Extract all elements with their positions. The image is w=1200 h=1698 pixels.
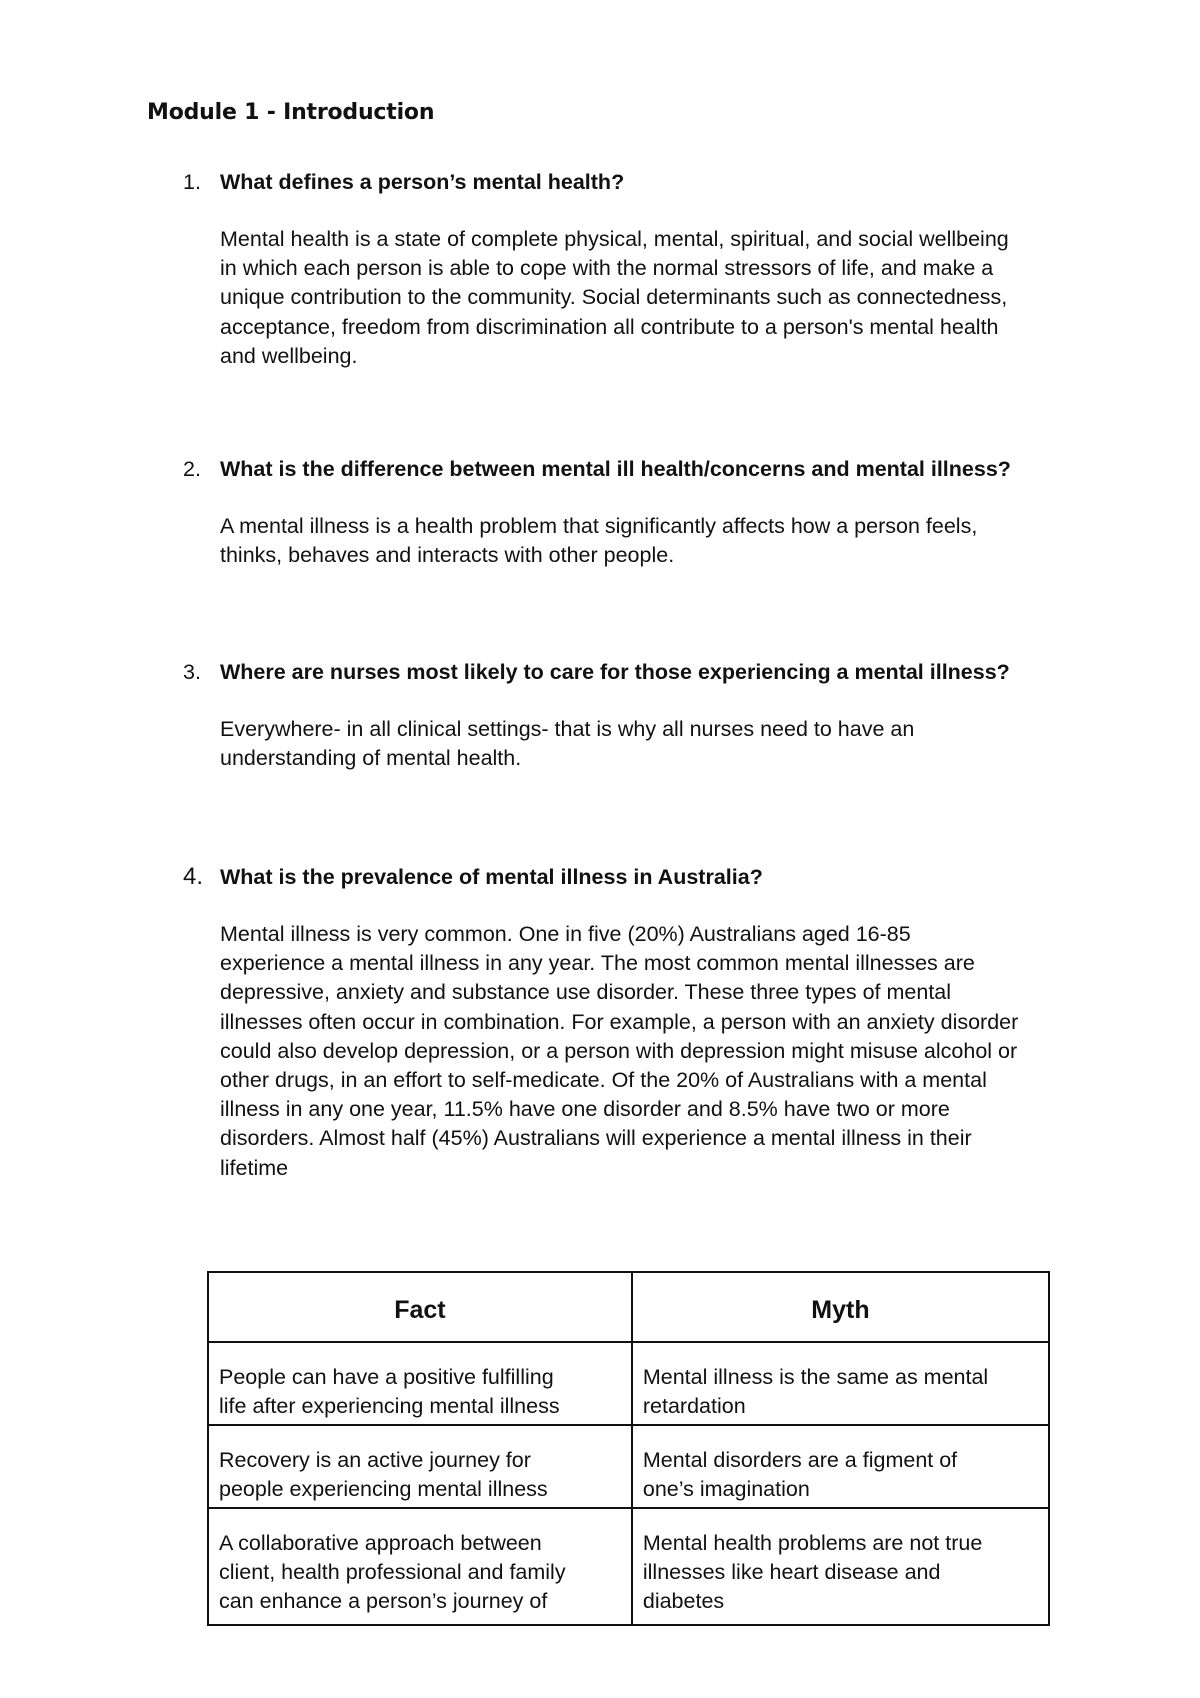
question-1 — [183, 168, 1143, 371]
question-3 — [183, 658, 1143, 773]
cell-line: illnesses like heart disease and — [642, 1560, 941, 1584]
fact-cell — [208, 1342, 632, 1425]
cell-line: Mental illness is the same as mental — [642, 1365, 989, 1389]
cell-line: Mental disorders are a figment of — [642, 1448, 958, 1472]
question-1-text: What defines a person’s mental health? — [220, 170, 625, 194]
answer-line: could also develop depression, or a person with depression might misuse alcohol or — [220, 1038, 1018, 1063]
myth-cell — [632, 1508, 1049, 1625]
cell-line: can enhance a person’s journey of — [219, 1589, 548, 1613]
answer-line: A mental illness is a health problem that significantly affects how a person feels, — [220, 514, 978, 538]
page-title: Module 1 - Introduction — [147, 100, 435, 125]
question-4-text: What is the prevalence of mental illness in Australia? — [220, 865, 763, 889]
table-row — [208, 1508, 1049, 1625]
fact-myth-table — [207, 1271, 1050, 1626]
answer-line: other drugs, in an effort to self-medicate. Of the 20% of Australians with a mental — [220, 1068, 987, 1093]
answer-line: Mental illness is very common. One in five (20%) Australians aged 16-85 — [220, 922, 911, 946]
cell-line: client, health professional and family — [219, 1560, 566, 1584]
myth-cell — [632, 1342, 1049, 1425]
answer-line: unique contribution to the community. Social determinants such as connectedness, — [220, 285, 1008, 310]
answer-1 — [220, 225, 1120, 371]
question-3-number: 3. — [183, 660, 201, 684]
answer-line: Everywhere- in all clinical settings- that is why all nurses need to have an — [220, 717, 915, 741]
answer-4 — [220, 920, 1120, 1183]
cell-line: A collaborative approach between — [219, 1531, 542, 1555]
cell-line: Mental health problems are not true — [642, 1531, 983, 1555]
myth-header: Myth — [632, 1272, 1049, 1342]
table-row — [208, 1425, 1049, 1508]
answer-line: lifetime — [220, 1155, 289, 1180]
question-2 — [183, 455, 1143, 570]
table-header-row — [208, 1272, 1049, 1342]
question-4 — [183, 862, 1143, 1183]
answer-line: disorders. Almost half (45%) Australians will experience a mental illness in their — [220, 1126, 972, 1151]
question-2-text: What is the difference between mental ill health/concerns and mental illness? — [220, 457, 1011, 481]
cell-line: people experiencing mental illness — [219, 1477, 548, 1501]
fact-header: Fact — [208, 1272, 632, 1342]
answer-line: thinks, behaves and interacts with other people. — [220, 543, 675, 568]
answer-line: illness in any one year, 11.5% have one disorder and 8.5% have two or more — [220, 1097, 950, 1122]
answer-line: Mental health is a state of complete physical, mental, spiritual, and social wellbeing — [220, 227, 1009, 251]
myth-cell — [632, 1425, 1049, 1508]
answer-line: illnesses often occur in combination. For example, a person with an anxiety disorder — [220, 1009, 1019, 1034]
answer-line: and wellbeing. — [220, 343, 358, 368]
cell-line: life after experiencing mental illness — [219, 1394, 560, 1418]
question-4-number: 4. — [183, 863, 204, 890]
table-row — [208, 1342, 1049, 1425]
question-1-number: 1. — [183, 170, 201, 194]
answer-line: experience a mental illness in any year. The most common mental illnesses are — [220, 951, 975, 976]
question-2-number: 2. — [183, 457, 201, 481]
answer-line: in which each person is able to cope with the normal stressors of life, and make a — [220, 256, 994, 281]
cell-line: retardation — [642, 1394, 746, 1418]
fact-cell — [208, 1425, 632, 1508]
answer-line: understanding of mental health. — [220, 746, 522, 771]
cell-line: one’s imagination — [642, 1477, 810, 1501]
question-3-text: Where are nurses most likely to care for those experiencing a mental illness? — [220, 660, 1010, 684]
cell-line: diabetes — [642, 1589, 725, 1613]
answer-line: acceptance, freedom from discrimination all contribute to a person's mental health — [220, 314, 999, 339]
answer-2 — [220, 512, 1120, 570]
answer-line: depressive, anxiety and substance use disorder. These three types of mental — [220, 980, 952, 1005]
answer-3 — [220, 715, 1120, 773]
cell-line: Recovery is an active journey for — [219, 1448, 531, 1472]
cell-line: People can have a positive fulfilling — [219, 1365, 554, 1389]
fact-cell — [208, 1508, 632, 1625]
